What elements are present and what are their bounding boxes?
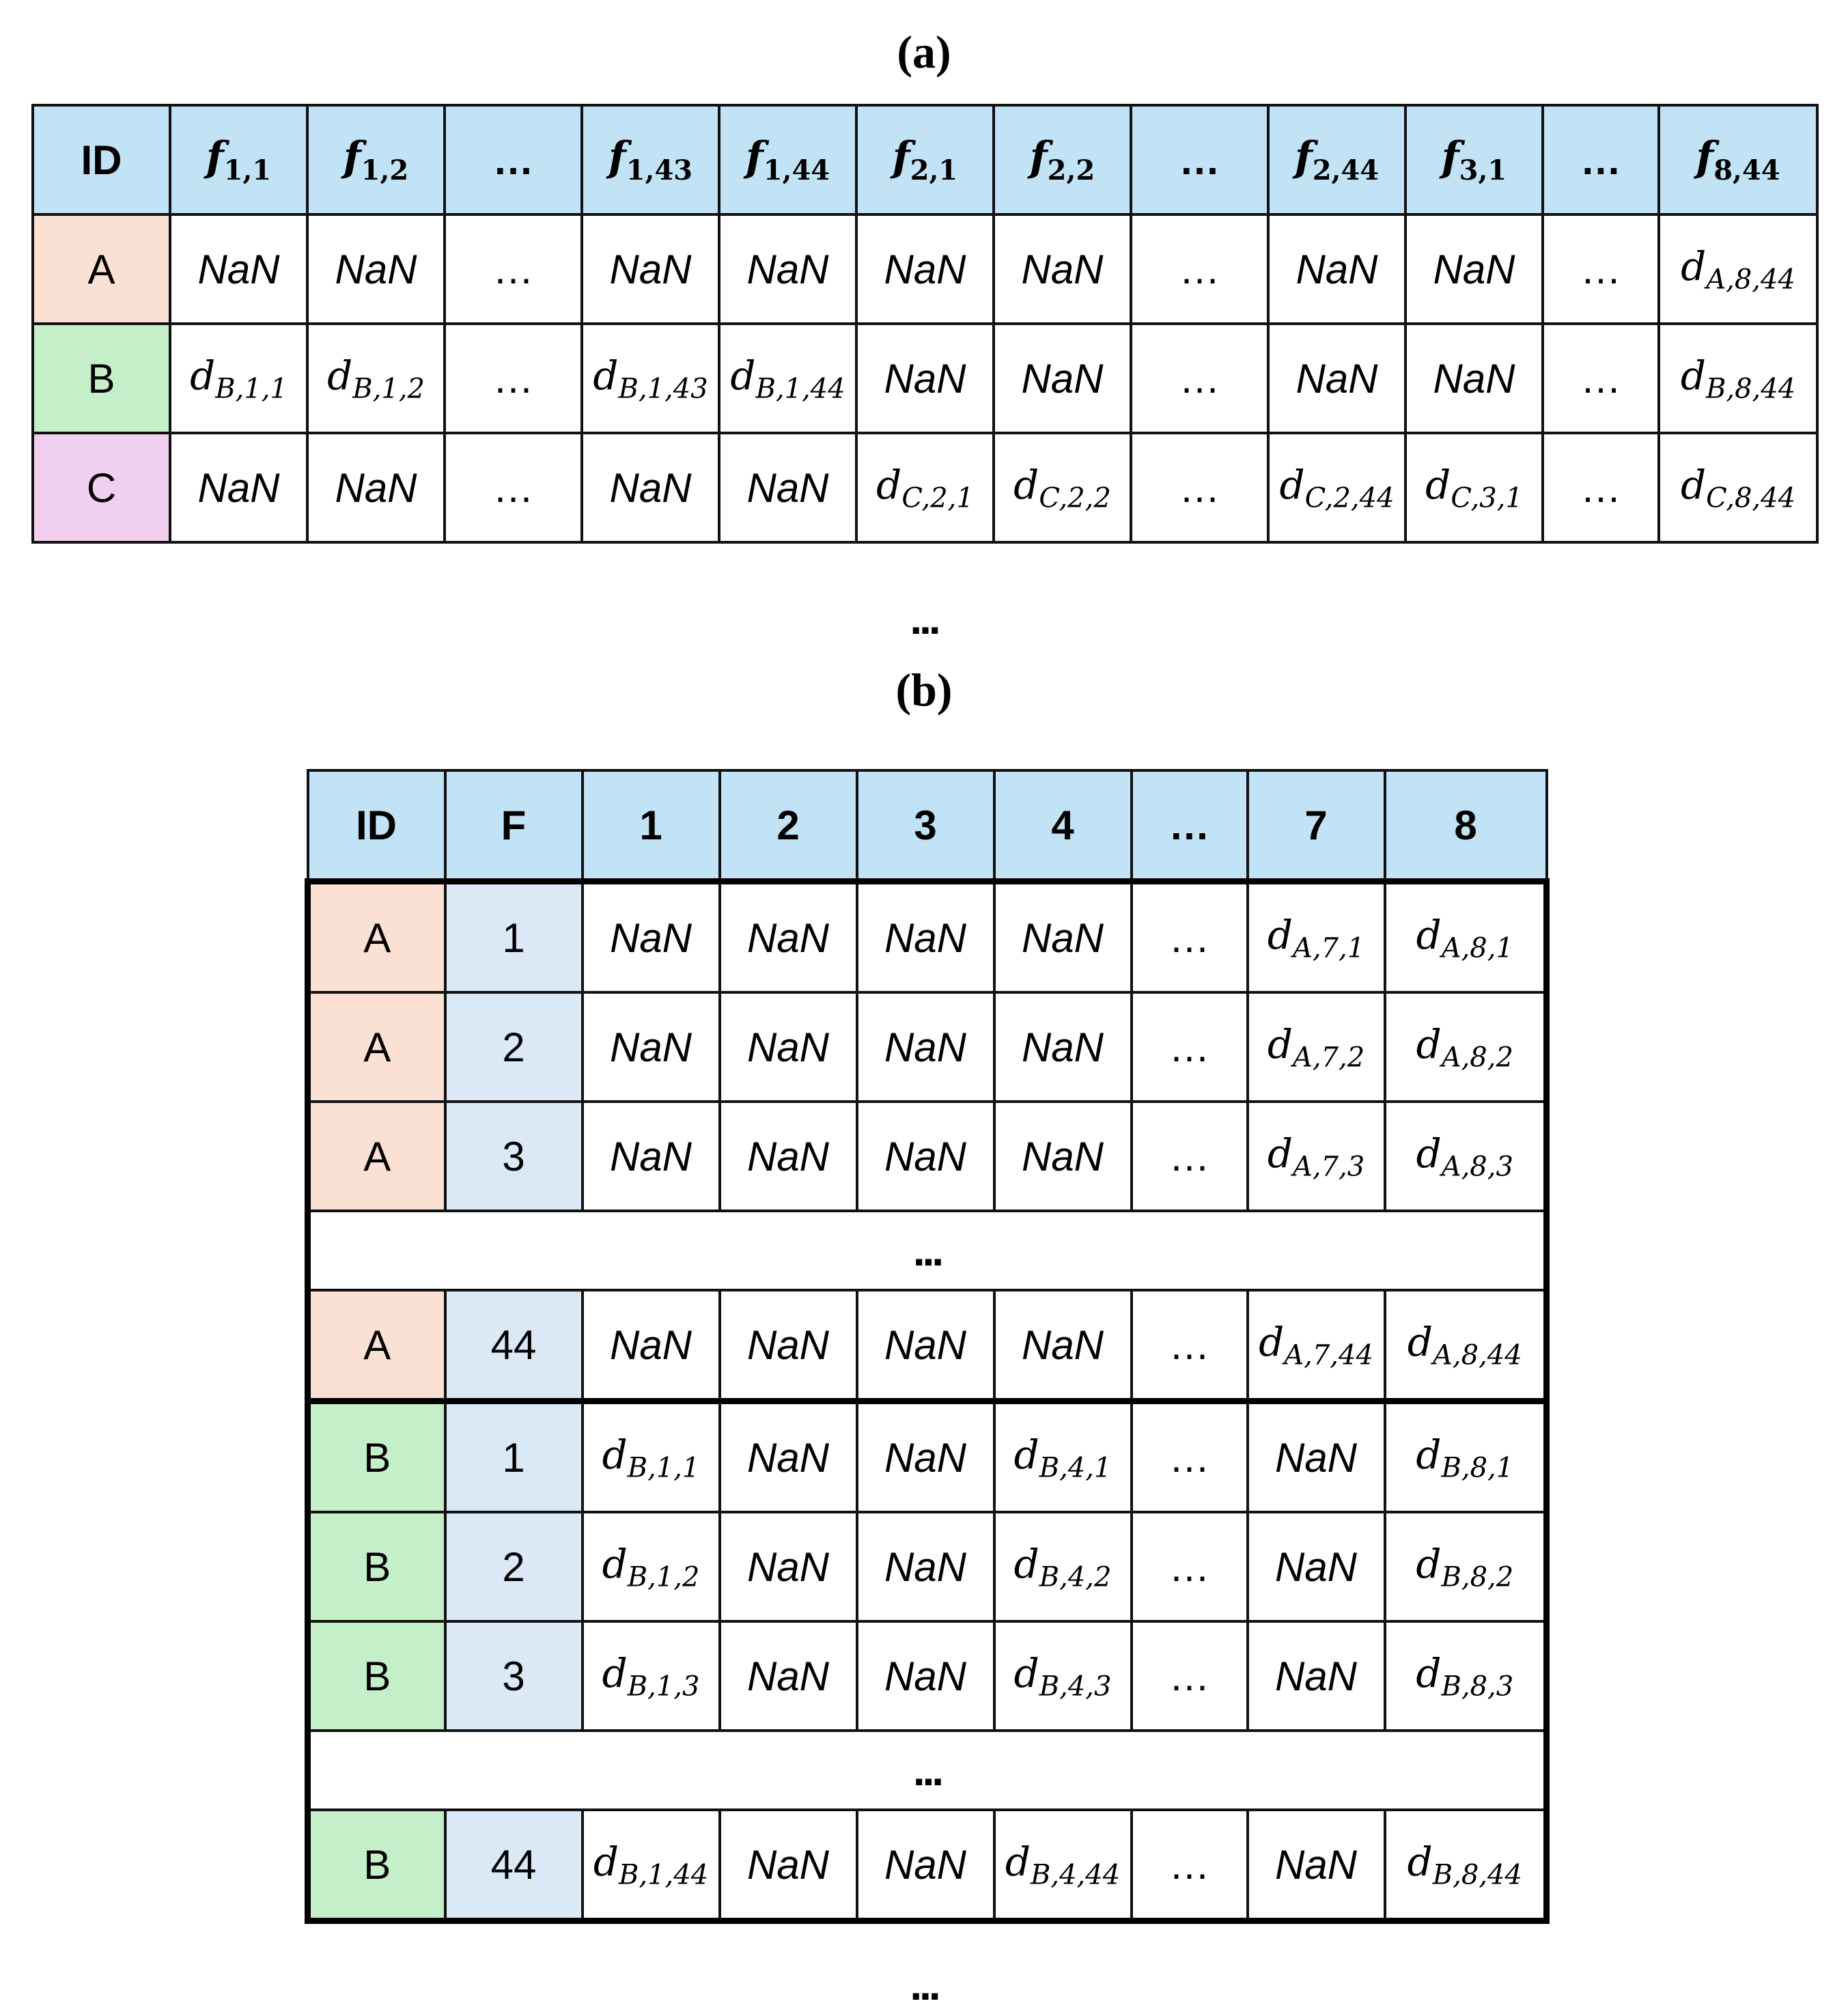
feature-header-1-43 [582,105,719,214]
panel-b-continuation-ellipsis: ... [910,1960,938,2009]
variable-base: f [745,133,764,181]
variable-base: f [1294,133,1313,181]
value-cell [1248,992,1385,1102]
variable-base: f [343,133,361,181]
panel-a-row-c [33,433,1817,542]
variable-subscript: B,8,2 [1441,1561,1514,1593]
variable-subscript: C,3,1 [1451,482,1523,514]
value-cell: NaN [994,1290,1132,1401]
value-cell: NaN [856,324,994,433]
variable-base: d [602,1540,628,1587]
variable-base: d [1267,1020,1293,1067]
variable-subscript: B,8,1 [1441,1452,1514,1484]
value-cell: … [1131,433,1268,542]
panel-a-row-b [33,324,1817,433]
value-cell [1268,433,1405,542]
variable-base: d [1416,1431,1442,1478]
id-cell: A [308,1102,445,1211]
variable-subscript: A,7,2 [1292,1042,1365,1074]
panel-b-header-row [308,770,1547,882]
value-cell: NaN [1248,1401,1385,1513]
variable-subscript: A,7,1 [1292,932,1365,964]
column-header-1: 1 [583,770,720,882]
value-cell [583,1621,720,1731]
column-header-3: 3 [857,770,994,882]
variable-base: f [1441,133,1459,181]
variable-subscript: A,8,44 [1706,264,1795,296]
value-cell: … [1131,214,1268,324]
variable-base: d [1407,1838,1433,1885]
variable-subscript: 2,1 [910,154,958,186]
variable-subscript: A,8,1 [1441,932,1513,964]
variable-subscript: B,4,3 [1039,1671,1112,1703]
ellipsis-header: … [445,105,582,214]
panel-b-row-b-3 [308,1621,1547,1731]
value-cell [1385,1290,1547,1401]
variable-base: d [1680,352,1706,399]
variable-subscript: B,1,1 [627,1452,700,1484]
variable-base: d [730,352,756,399]
value-cell: NaN [1405,214,1543,324]
value-cell: … [445,214,582,324]
value-cell: … [1132,1102,1248,1211]
feature-header-2-44 [1268,105,1405,214]
value-cell: NaN [994,992,1132,1102]
id-header: ID [33,105,170,214]
value-cell [1385,992,1547,1102]
value-cell: NaN [582,433,719,542]
value-cell: NaN [856,214,994,324]
panel-a-wide-table [31,104,1819,544]
value-cell: … [1132,1810,1248,1921]
value-cell [583,1512,720,1621]
value-cell: … [445,433,582,542]
value-cell [1405,433,1543,542]
variable-subscript: B,1,44 [618,1859,709,1891]
value-cell: NaN [994,1102,1132,1211]
value-cell [582,324,719,433]
variable-base: d [190,352,216,399]
value-cell [994,433,1131,542]
variable-base: f [608,133,626,181]
panel-a-label: (a) [897,26,951,78]
value-cell [994,1512,1132,1621]
id-cell: B [308,1810,445,1921]
id-cell: A [308,882,445,993]
panel-b-label: (b) [895,664,953,716]
variable-subscript: 2,44 [1312,154,1380,186]
value-cell: NaN [720,1621,857,1731]
variable-base: d [593,1838,619,1885]
value-cell: NaN [720,992,857,1102]
id-cell: B [308,1401,445,1513]
variable-base: d [1013,461,1039,508]
value-cell [1248,1102,1385,1211]
value-cell: NaN [1248,1512,1385,1621]
f-cell: 3 [445,1102,583,1211]
value-cell [994,1621,1132,1731]
variable-subscript: A,8,2 [1441,1042,1513,1074]
variable-subscript: B,8,44 [1432,1859,1522,1891]
value-cell [1385,1512,1547,1621]
variable-base: d [1681,242,1707,290]
f-header: F [445,770,583,882]
variable-subscript: 1,1 [223,154,272,186]
variable-base: f [206,133,224,181]
variable-subscript: C,2,1 [901,482,974,514]
variable-base: f [892,133,910,181]
panel-b-long-table [305,769,1550,1924]
value-cell: NaN [720,882,857,993]
ellipsis-header: … [1131,105,1268,214]
value-cell: NaN [583,992,720,1102]
column-header-4: 4 [994,770,1132,882]
variable-subscript: 3,1 [1459,154,1507,186]
variable-subscript: 1,44 [763,154,830,186]
f-cell: 1 [445,882,583,993]
value-cell: NaN [583,1102,720,1211]
row-ellipsis: ... [308,1211,1547,1290]
value-cell: NaN [583,882,720,993]
value-cell [1385,882,1547,993]
id-cell: A [308,992,445,1102]
value-cell: NaN [720,1810,857,1921]
variable-subscript: 8,44 [1713,154,1780,186]
f-cell: 2 [445,1512,583,1621]
panel-a-header-row [33,105,1817,214]
value-cell [583,1401,720,1513]
feature-header-2-2 [994,105,1131,214]
id-cell: B [308,1621,445,1731]
variable-subscript: B,1,2 [627,1561,700,1593]
panel-b-row-a-44 [308,1290,1547,1401]
value-cell: … [1132,1512,1248,1621]
value-cell: NaN [857,1810,994,1921]
value-cell: … [1543,433,1659,542]
value-cell: NaN [170,214,307,324]
variable-base: d [602,1649,628,1696]
ellipsis-header: … [1543,105,1659,214]
value-cell: NaN [857,1401,994,1513]
ellipsis-header: … [1132,770,1248,882]
value-cell: … [1132,882,1248,993]
value-cell [1385,1810,1547,1921]
value-cell: … [1543,214,1659,324]
value-cell: NaN [1268,324,1405,433]
value-cell: NaN [582,214,719,324]
variable-base: d [1005,1838,1031,1885]
value-cell: NaN [1268,214,1405,324]
value-cell [1659,324,1817,433]
variable-subscript: B,1,43 [618,373,708,405]
value-cell [1248,882,1385,993]
id-cell: B [33,324,170,433]
value-cell: NaN [994,882,1132,993]
panel-b-ellipsis-row [308,1211,1547,1290]
value-cell: NaN [857,1290,994,1401]
panel-b-row-b-2 [308,1512,1547,1621]
feature-header-2-1 [856,105,994,214]
feature-header-1-44 [719,105,856,214]
variable-subscript: B,4,44 [1030,1859,1121,1891]
value-cell: NaN [1248,1810,1385,1921]
variable-base: d [876,461,902,508]
variable-base: d [1279,461,1305,508]
value-cell [994,1810,1132,1921]
variable-base: f [1696,133,1714,181]
variable-subscript: A,7,3 [1292,1151,1365,1183]
value-cell [307,324,445,433]
panel-b-row-a-2 [308,992,1547,1102]
value-cell: … [1132,992,1248,1102]
value-cell: NaN [1405,324,1543,433]
value-cell [856,433,994,542]
value-cell: NaN [857,1512,994,1621]
column-header-2: 2 [720,770,857,882]
panel-b-ellipsis-row [308,1731,1547,1810]
variable-subscript: A,7,44 [1284,1339,1373,1371]
variable-base: d [1267,1130,1293,1177]
id-cell: B [308,1512,445,1621]
variable-subscript: B,1,3 [627,1671,700,1703]
variable-base: d [327,352,353,399]
variable-subscript: B,4,1 [1039,1452,1112,1484]
variable-base: d [1259,1318,1285,1365]
variable-base: d [1407,1318,1433,1365]
variable-base: d [1416,911,1442,958]
variable-base: d [1680,461,1707,508]
value-cell: … [1132,1290,1248,1401]
id-cell: C [33,433,170,542]
value-cell: NaN [857,1102,994,1211]
value-cell: NaN [994,214,1131,324]
variable-subscript: 2,2 [1047,154,1095,186]
feature-header-8-44 [1659,105,1817,214]
variable-base: d [1267,911,1293,958]
value-cell: NaN [720,1102,857,1211]
value-cell: NaN [170,433,307,542]
value-cell: … [1543,324,1659,433]
row-ellipsis: ... [308,1731,1547,1810]
variable-base: d [1416,1540,1442,1587]
value-cell: … [445,324,582,433]
value-cell: NaN [857,992,994,1102]
value-cell: NaN [1248,1621,1385,1731]
variable-base: d [1416,1130,1442,1177]
variable-base: d [1013,1431,1039,1478]
variable-subscript: C,2,2 [1039,482,1111,514]
panel-b-row-b-1 [308,1401,1547,1513]
value-cell [1385,1401,1547,1513]
id-cell: A [33,214,170,324]
value-cell [1385,1621,1547,1731]
variable-base: f [1029,133,1048,181]
variable-subscript: C,8,44 [1706,482,1796,514]
variable-subscript: B,8,44 [1705,373,1796,405]
panel-b-row-a-1 [308,882,1547,993]
value-cell: NaN [720,1512,857,1621]
value-cell: … [1131,324,1268,433]
value-cell: NaN [719,214,856,324]
f-cell: 1 [445,1401,583,1513]
panel-b-row-a-3 [308,1102,1547,1211]
value-cell [1385,1102,1547,1211]
variable-subscript: B,8,3 [1441,1671,1514,1703]
value-cell: NaN [720,1290,857,1401]
value-cell [994,1401,1132,1513]
variable-subscript: B,1,44 [755,373,845,405]
variable-subscript: A,8,3 [1441,1151,1513,1183]
column-header-8: 8 [1385,770,1547,882]
value-cell: NaN [720,1401,857,1513]
variable-subscript: B,1,2 [352,373,425,405]
value-cell: … [1132,1621,1248,1731]
variable-subscript: B,1,1 [215,373,288,405]
feature-header-1-2 [307,105,445,214]
variable-base: d [1013,1649,1039,1696]
variable-base: d [1013,1540,1039,1587]
variable-subscript: 1,43 [626,154,693,186]
panel-a-continuation-ellipsis: ... [910,594,938,643]
f-cell: 44 [445,1290,583,1401]
column-header-7: 7 [1248,770,1385,882]
f-cell: 44 [445,1810,583,1921]
feature-header-3-1 [1405,105,1543,214]
id-cell: A [308,1290,445,1401]
f-cell: 3 [445,1621,583,1731]
value-cell: NaN [719,433,856,542]
variable-base: d [1425,461,1451,508]
variable-subscript: B,4,2 [1039,1561,1112,1593]
variable-base: d [1416,1649,1442,1696]
value-cell [1248,1290,1385,1401]
f-cell: 2 [445,992,583,1102]
variable-base: d [1416,1020,1442,1067]
value-cell [1659,214,1817,324]
value-cell [583,1810,720,1921]
panel-b-row-b-44 [308,1810,1547,1921]
value-cell: … [1132,1401,1248,1513]
variable-subscript: A,8,44 [1432,1339,1522,1371]
variable-subscript: 1,2 [361,154,409,186]
value-cell: NaN [307,433,445,542]
variable-base: d [602,1431,628,1478]
value-cell: NaN [857,1621,994,1731]
feature-header-1-1 [170,105,307,214]
value-cell: NaN [994,324,1131,433]
value-cell: NaN [857,882,994,993]
value-cell [1659,433,1817,542]
value-cell [719,324,856,433]
value-cell: NaN [307,214,445,324]
value-cell [170,324,307,433]
variable-base: d [593,352,619,399]
value-cell: NaN [583,1290,720,1401]
id-header: ID [308,770,445,882]
variable-subscript: C,2,44 [1304,482,1395,514]
panel-a-row-a [33,214,1817,324]
